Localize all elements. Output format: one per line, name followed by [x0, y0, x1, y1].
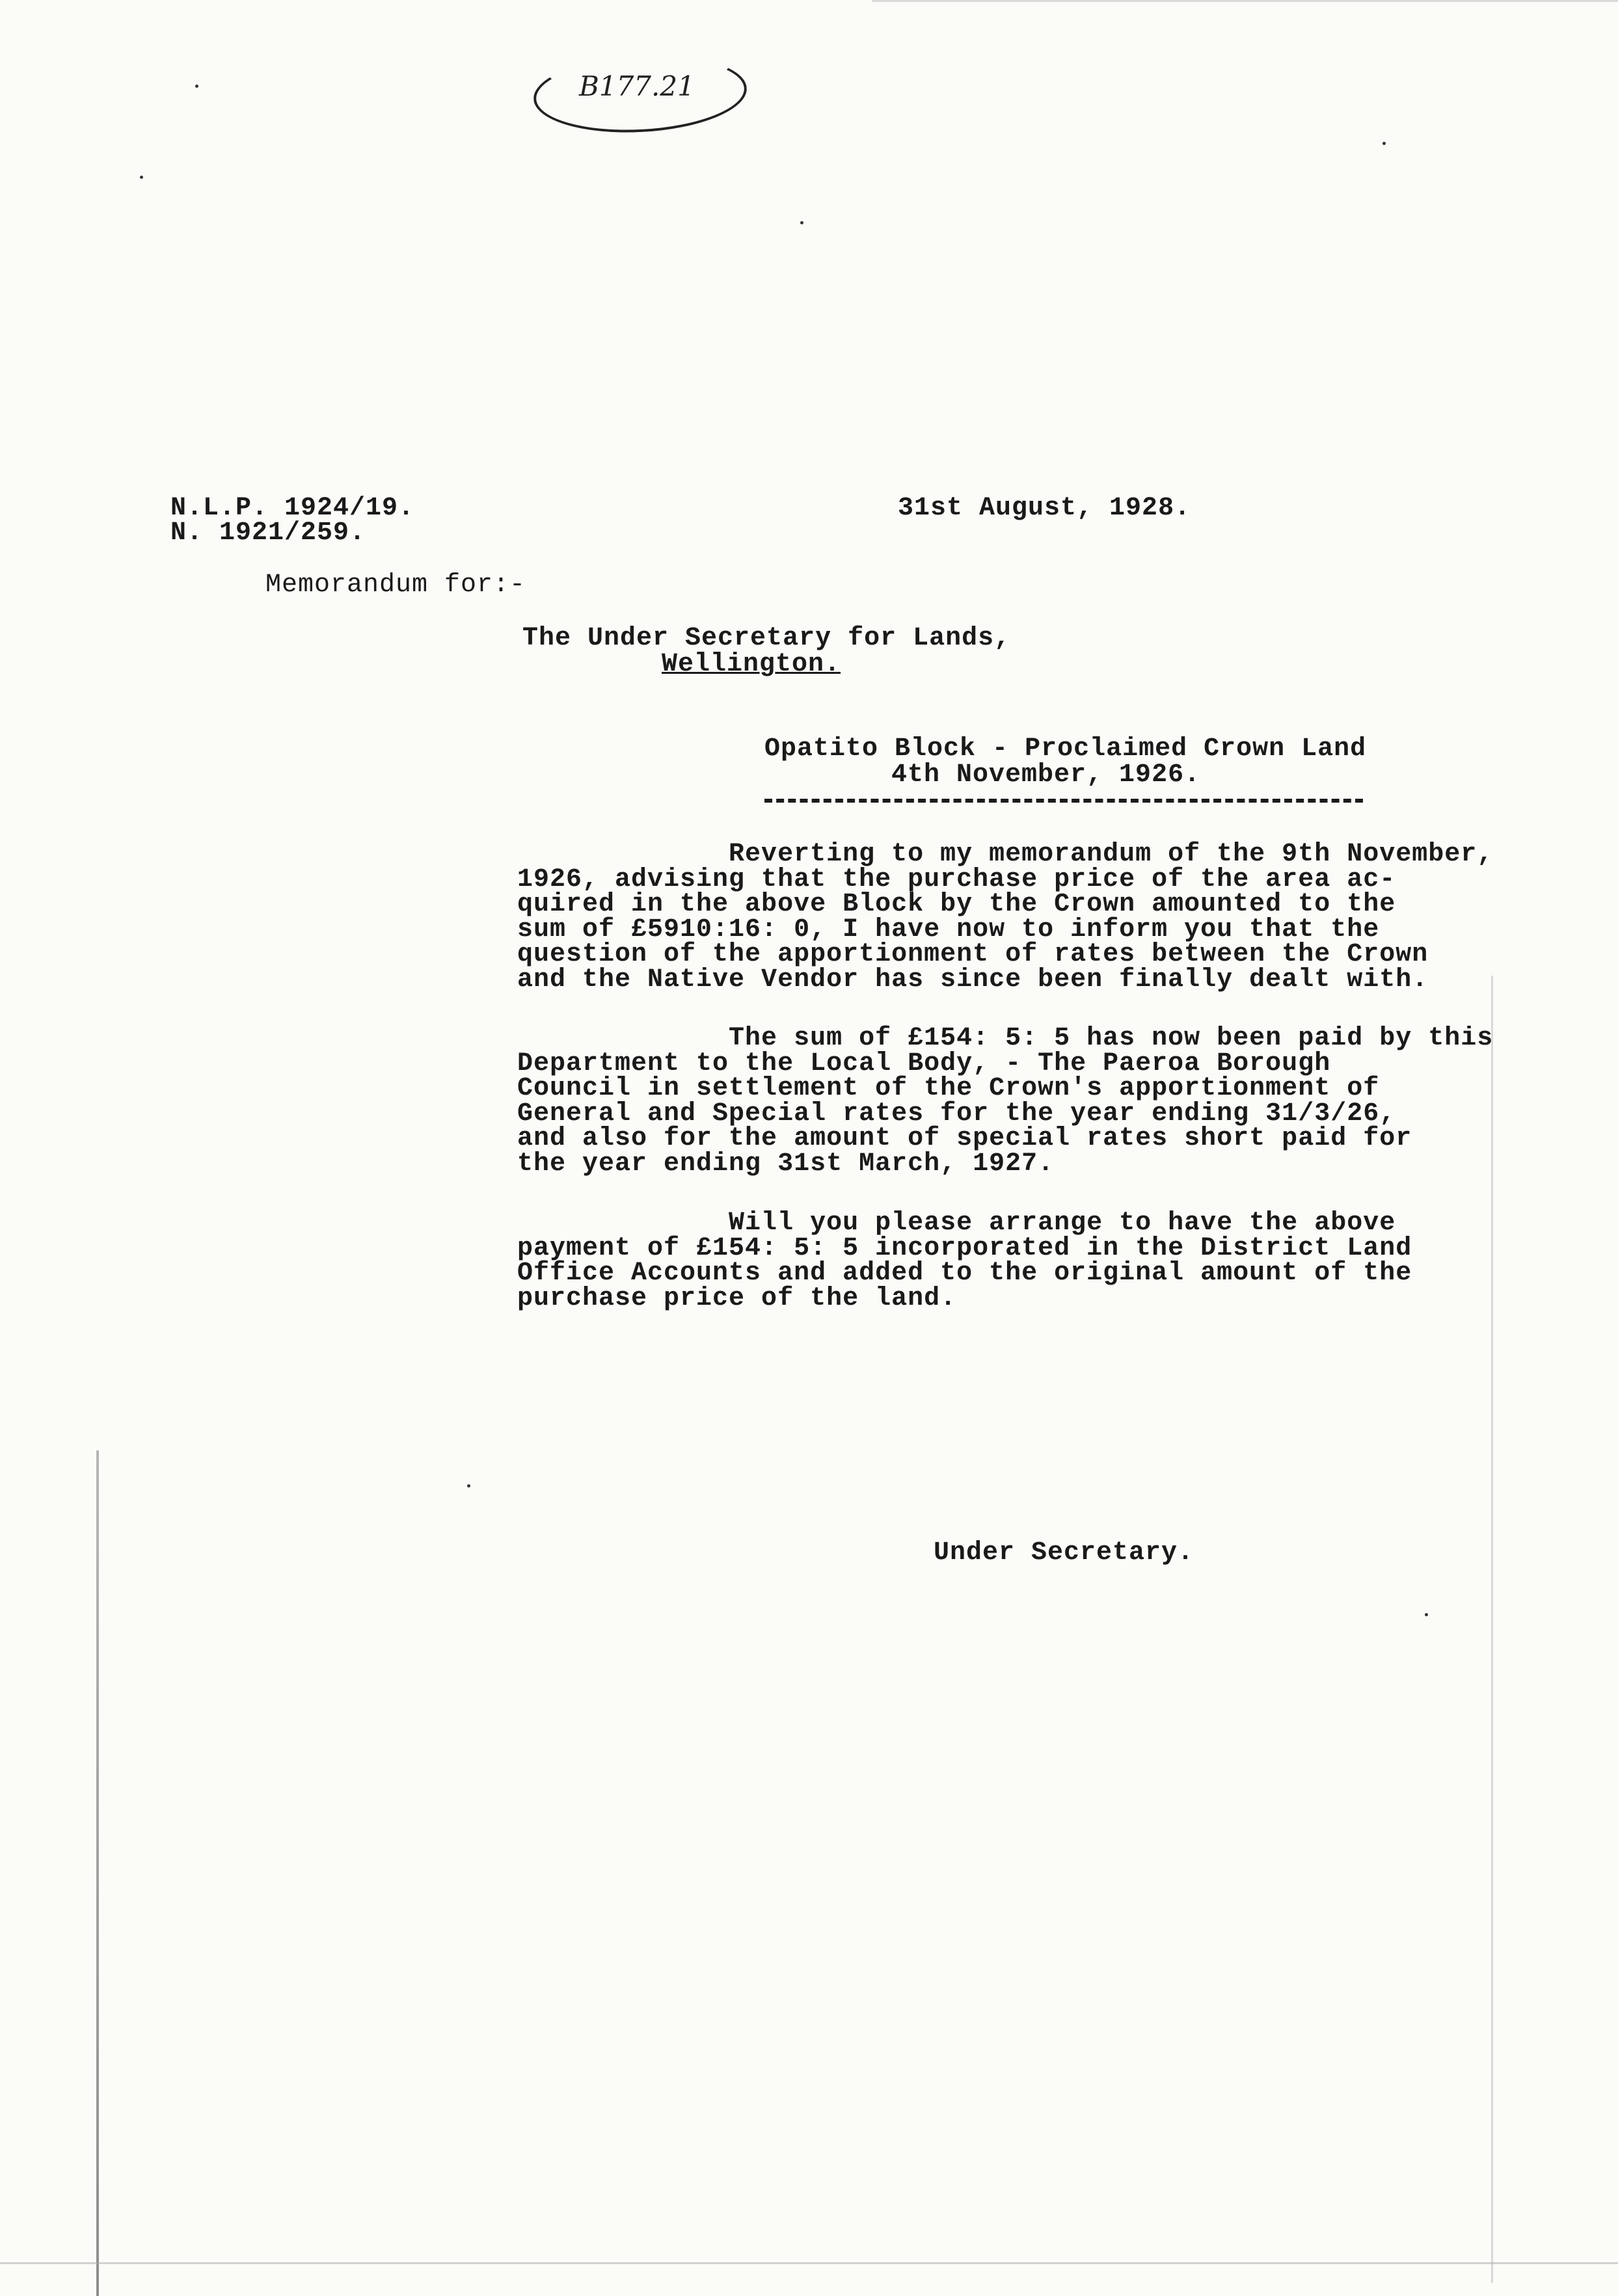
paragraph-3: [517, 1208, 1435, 1313]
signature-line: Under Secretary.: [934, 1538, 1194, 1568]
subject-line-2: 4th November, 1926.: [891, 760, 1201, 790]
scan-speck: [195, 85, 198, 88]
paragraph-line: Reverting to my memorandum of the 9th November,: [517, 840, 1494, 869]
handwritten-reference: B177.21: [579, 70, 695, 102]
paragraph-1: [517, 840, 1494, 994]
paragraph-line: sum of £5910:16: 0, I have now to inform you that the: [517, 914, 1380, 944]
page-edge-right: [1491, 976, 1493, 2283]
paragraph-line: 1926, advising that the purchase price of the area ac-: [517, 864, 1396, 894]
page-edge-top: [872, 0, 1618, 2]
memo-date: 31st August, 1928.: [898, 494, 1191, 523]
paragraph-line: General and Special rates for the year ending 31/3/26,: [517, 1099, 1396, 1128]
addressee-line-1: The Under Secretary for Lands,: [522, 624, 1011, 653]
paragraph-line: payment of £154: 5: 5 incorporated in the District Land: [517, 1233, 1412, 1263]
paragraph-line: the year ending 31st March, 1927.: [517, 1149, 1055, 1179]
paragraph-2: [517, 1024, 1494, 1179]
scan-speck: [1425, 1613, 1428, 1616]
scan-speck: [467, 1484, 470, 1488]
paragraph-line: quired in the above Block by the Crown amounted to the: [517, 890, 1396, 919]
paragraph-line: The sum of £154: 5: 5 has now been paid by this: [517, 1024, 1494, 1053]
addressee-line-2: Wellington.: [662, 650, 841, 679]
paragraph-line: and the Native Vendor has since been finally dealt with.: [517, 965, 1429, 994]
paragraph-line: Office Accounts and added to the original amount of the: [517, 1259, 1412, 1288]
paragraph-line: Department to the Local Body, - The Paeroa Borough: [517, 1048, 1331, 1078]
file-reference-2: N. 1921/259.: [170, 518, 366, 548]
scan-speck: [800, 221, 803, 224]
scan-speck: [140, 176, 143, 179]
memo-label: Memorandum for:-: [265, 570, 526, 600]
page-edge-left: [96, 1450, 99, 2296]
paragraph-line: purchase price of the land.: [517, 1283, 957, 1313]
file-reference-1: N.L.P. 1924/19.: [170, 494, 415, 523]
subject-line-1: Opatito Block - Proclaimed Crown Land: [764, 734, 1367, 764]
paragraph-line: Council in settlement of the Crown's apportionment of: [517, 1074, 1380, 1103]
subject-underline: [764, 799, 1363, 803]
paragraph-line: Will you please arrange to have the above: [517, 1208, 1396, 1238]
paragraph-line: question of the apportionment of rates between the Crown: [517, 940, 1429, 969]
paragraph-line: and also for the amount of special rates short paid for: [517, 1124, 1412, 1153]
scan-speck: [1382, 142, 1386, 145]
page-edge-bottom: [0, 2262, 1618, 2264]
